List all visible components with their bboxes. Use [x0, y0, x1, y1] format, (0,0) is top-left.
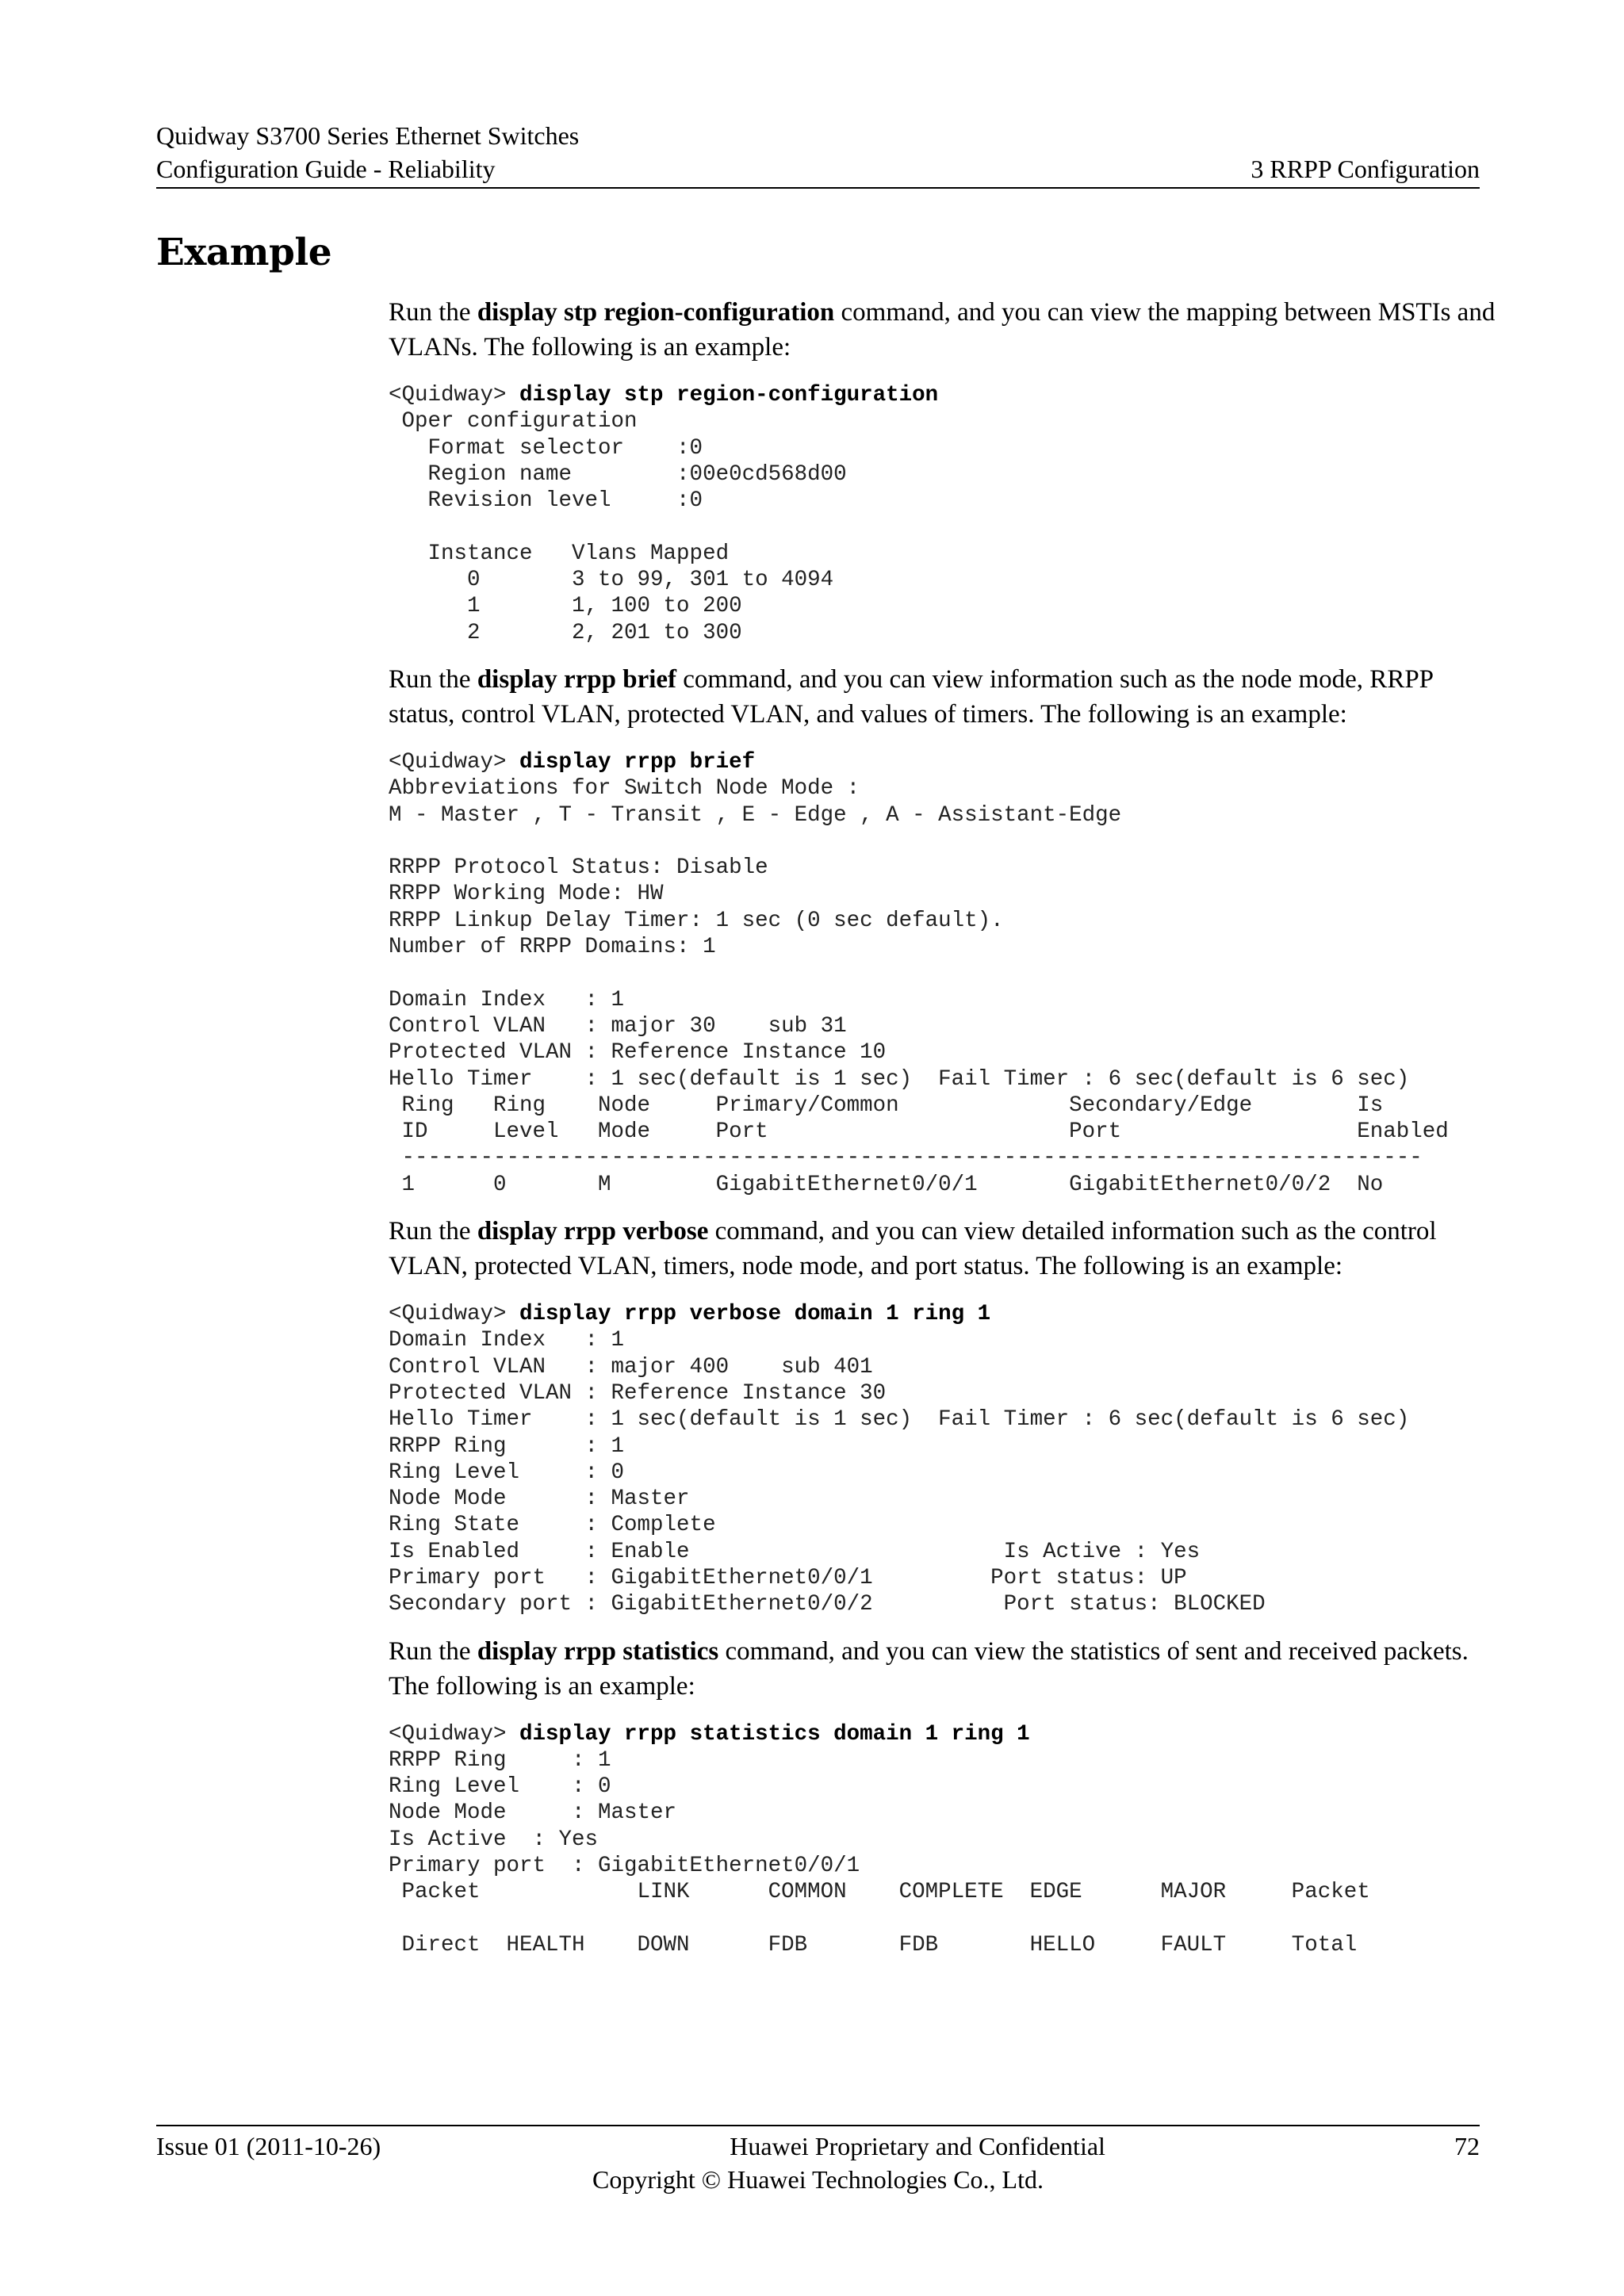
- code-line: Node Mode : Master: [389, 1800, 677, 1826]
- section-title: Example: [156, 231, 332, 274]
- paragraph: [389, 295, 1505, 365]
- code-line: Abbreviations for Switch Node Mode :: [389, 776, 860, 802]
- page-header: [156, 119, 1480, 189]
- cli-command: display rrpp brief: [519, 749, 756, 775]
- code-line: Region name :00e0cd568d00: [389, 461, 847, 487]
- cli-command: display rrpp statistics domain 1 ring 1: [519, 1721, 1030, 1747]
- code-line: Number of RRPP Domains: 1: [389, 935, 716, 960]
- code-line: Instance Vlans Mapped: [389, 541, 730, 566]
- code-line: Control VLAN : major 30 sub 31: [389, 1013, 847, 1039]
- code-line: RRPP Working Mode: HW: [389, 882, 664, 907]
- code-line: Secondary port : GigabitEthernet0/0/2 Port status: BLOCKED: [389, 1592, 1266, 1617]
- code-line: M - Master , T - Transit , E - Edge , A - Assistant-Edge: [389, 802, 1122, 828]
- code-line: Format selector :0: [389, 435, 703, 461]
- code-line: Direct HEALTH DOWN FDB FDB HELLO FAULT Total: [389, 1932, 1358, 1957]
- header-product: Quidway S3700 Series Ethernet Switches: [156, 121, 580, 150]
- cli-prompt: <Quidway>: [389, 1721, 520, 1747]
- code-line: Oper configuration: [389, 409, 638, 434]
- code-line: Hello Timer : 1 sec(default is 1 sec) Fail Timer : 6 sec(default is 6 sec): [389, 1407, 1410, 1433]
- code-line: Hello Timer : 1 sec(default is 1 sec) Fail Timer : 6 sec(default is 6 sec): [389, 1066, 1410, 1092]
- code-line: Domain Index : 1: [389, 1328, 625, 1353]
- code-line: ID Level Mode Port Port Enabled: [389, 1119, 1449, 1145]
- header-chapter: 3 RRPP Configuration: [1251, 155, 1480, 183]
- code-line: 1 1, 100 to 200: [389, 594, 742, 619]
- cli-prompt: <Quidway>: [389, 1302, 520, 1327]
- code-line: Ring Ring Node Primary/Common Secondary/Edge Is: [389, 1093, 1384, 1118]
- code-line: Protected VLAN : Reference Instance 10: [389, 1040, 887, 1066]
- command-name: display rrpp brief: [477, 664, 677, 694]
- code-line: RRPP Linkup Delay Timer: 1 sec (0 sec default).: [389, 908, 1004, 933]
- cli-command: display stp region-configuration: [519, 383, 939, 408]
- paragraph: [389, 662, 1505, 732]
- code-line: Ring State : Complete: [389, 1513, 716, 1538]
- code-line: Node Mode : Master: [389, 1487, 690, 1512]
- code-line: Primary port : GigabitEthernet0/0/1 Port status: UP: [389, 1565, 1187, 1590]
- cli-prompt: <Quidway>: [389, 383, 520, 408]
- main-content: [389, 295, 1505, 1974]
- para-text: Run the: [389, 1217, 477, 1246]
- command-name: display rrpp verbose: [477, 1217, 709, 1246]
- code-line: [389, 514, 1505, 540]
- code-line: Is Enabled : Enable Is Active : Yes: [389, 1539, 1201, 1564]
- code-line: Control VLAN : major 400 sub 401: [389, 1354, 873, 1380]
- code-line: Primary port : GigabitEthernet0/0/1: [389, 1854, 860, 1879]
- command-line: [389, 382, 1505, 408]
- code-block: [389, 749, 1505, 1198]
- code-line: Domain Index : 1: [389, 987, 625, 1012]
- code-line: Revision level :0: [389, 488, 703, 514]
- para-text: command, and you can view the statistics of sent and received packets. The following is an example:: [389, 1636, 1469, 1701]
- para-text: Run the: [389, 298, 477, 327]
- code-line: RRPP Ring : 1: [389, 1433, 625, 1459]
- code-line: [389, 1906, 1505, 1932]
- command-line: [389, 1721, 1505, 1747]
- para-text: Run the: [389, 664, 477, 694]
- footer-confidential: Huawei Proprietary and Confidential: [730, 2132, 1105, 2160]
- page-number: 72: [1454, 2132, 1480, 2160]
- paragraph: [389, 1634, 1505, 1704]
- cli-prompt: <Quidway>: [389, 749, 520, 775]
- code-line: Ring Level : 0: [389, 1460, 625, 1485]
- code-line: RRPP Ring : 1: [389, 1747, 611, 1773]
- code-line: Protected VLAN : Reference Instance 30: [389, 1380, 887, 1406]
- code-line: 1 0 M GigabitEthernet0/0/1 GigabitEthernet0/0/2 No: [389, 1172, 1384, 1197]
- header-row: [156, 152, 1480, 189]
- code-block: [389, 1721, 1505, 1959]
- code-line: Packet LINK COMMON COMPLETE EDGE MAJOR Packet: [389, 1880, 1370, 1905]
- command-name: display stp region-configuration: [477, 298, 835, 327]
- code-block: [389, 1301, 1505, 1618]
- footer-copyright: Copyright © Huawei Technologies Co., Ltd.: [592, 2165, 1044, 2194]
- para-text: command, and you can view the mapping between MSTIs and VLANs. The following is an example:: [389, 298, 1496, 362]
- code-line: 0 3 to 99, 301 to 4094: [389, 568, 834, 593]
- command-line: [389, 749, 1505, 775]
- para-text: command, and you can view information such as the node mode, RRPP status, control VLAN, protected VLAN, and values of timers. The following is an example:: [389, 664, 1433, 729]
- page-footer: [156, 2125, 1480, 2196]
- para-text: command, and you can view detailed information such as the control VLAN, protected VLAN, timers, node mode, and port status. The following is an example:: [389, 1217, 1437, 1281]
- header-guide: Configuration Guide - Reliability: [156, 155, 496, 183]
- code-line: Is Active : Yes: [389, 1827, 599, 1852]
- code-line: 2 2, 201 to 300: [389, 620, 742, 645]
- code-line: RRPP Protocol Status: Disable: [389, 855, 768, 881]
- code-line: [389, 828, 1505, 855]
- paragraph: [389, 1214, 1505, 1284]
- command-line: [389, 1301, 1505, 1327]
- command-name: display rrpp statistics: [477, 1636, 719, 1666]
- footer-row: [156, 2130, 1480, 2163]
- code-line: [389, 960, 1505, 986]
- code-block: [389, 382, 1505, 646]
- footer-issue: Issue 01 (2011-10-26): [156, 2132, 381, 2160]
- code-line: ------------------------------------------------------------------------------: [389, 1146, 1423, 1171]
- code-line: Ring Level : 0: [389, 1774, 611, 1800]
- para-text: Run the: [389, 1636, 477, 1666]
- cli-command: display rrpp verbose domain 1 ring 1: [519, 1302, 991, 1327]
